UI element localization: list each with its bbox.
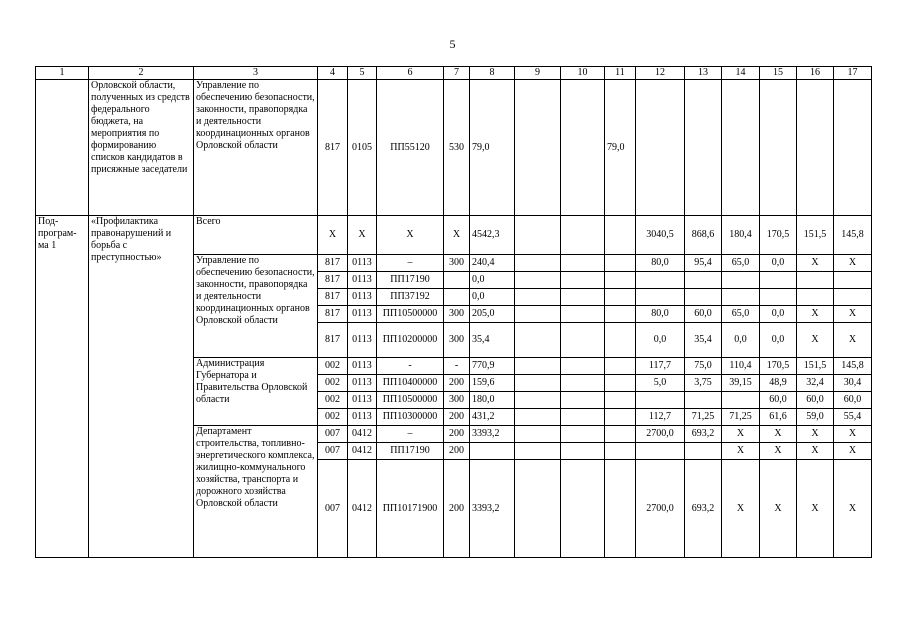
cell-col-10	[561, 443, 605, 460]
cell-col-5: 0113	[348, 272, 377, 289]
cell-col-16	[797, 289, 834, 306]
administrator-name: Управление по обеспечению безопасности, законности, правопорядка и деятельности координационных органов Орловской области	[194, 255, 318, 358]
cell-col-12: 2700,0	[636, 460, 685, 558]
cell-col-8: 180,0	[470, 392, 515, 409]
cell-col-15: 0,0	[760, 255, 797, 272]
column-header: 7	[444, 67, 470, 80]
cell-col-10	[561, 323, 605, 358]
cell-col-14: 39,15	[722, 375, 760, 392]
table-row	[36, 80, 872, 216]
cell-col-13: 693,2	[685, 426, 722, 443]
cell-col-10	[561, 272, 605, 289]
cell-col-8: 159,6	[470, 375, 515, 392]
cell-col-9	[515, 375, 561, 392]
column-header: 2	[89, 67, 194, 80]
cell-col-5: 0412	[348, 460, 377, 558]
cell-col-14: 65,0	[722, 306, 760, 323]
cell-col-11	[605, 358, 636, 375]
cell-col-8: 79,0	[470, 80, 515, 216]
cell-col-11	[605, 272, 636, 289]
cell-col-8: 3393,2	[470, 460, 515, 558]
cell-col-16: X	[797, 255, 834, 272]
cell-col-16: 151,5	[797, 358, 834, 375]
cell-col-4: 002	[318, 358, 348, 375]
cell-col-9	[515, 255, 561, 272]
cell-col-4: 002	[318, 392, 348, 409]
cell-col-15: X	[760, 443, 797, 460]
cell-col-6: ПП10200000	[377, 323, 444, 358]
cell-col-13	[685, 80, 722, 216]
cell-col-13	[685, 443, 722, 460]
cell-col-9	[515, 216, 561, 255]
cell-col-15: X	[760, 426, 797, 443]
cell-col-13: 3,75	[685, 375, 722, 392]
administrator-name: Администрация Губернатора и Правительства Орловской области	[194, 358, 318, 426]
cell-col-12: 3040,5	[636, 216, 685, 255]
cell-col-12: 2700,0	[636, 426, 685, 443]
cell-col-12: 117,7	[636, 358, 685, 375]
cell-col-17: X	[834, 306, 872, 323]
column-header: 11	[605, 67, 636, 80]
cell-col-17	[834, 80, 872, 216]
cell-col-4: 002	[318, 409, 348, 426]
cell-col-6: ПП10300000	[377, 409, 444, 426]
cell-col-15: X	[760, 460, 797, 558]
cell-col-12	[636, 443, 685, 460]
cell-col-15	[760, 289, 797, 306]
program-name: Орловской области, полученных из средств федерального бюджета, на мероприятия по формированию списков кандидатов в присяжные заседатели	[89, 80, 194, 216]
cell-col-5: 0113	[348, 306, 377, 323]
cell-col-13: 75,0	[685, 358, 722, 375]
cell-col-16: 60,0	[797, 392, 834, 409]
cell-col-4: 817	[318, 272, 348, 289]
cell-col-4: 007	[318, 426, 348, 443]
column-header: 1	[36, 67, 89, 80]
page-number: 5	[449, 37, 456, 51]
budget-table	[35, 66, 872, 558]
cell-col-7: 200	[444, 409, 470, 426]
column-header: 12	[636, 67, 685, 80]
cell-col-12	[636, 392, 685, 409]
cell-col-15: 0,0	[760, 306, 797, 323]
cell-col-5: 0113	[348, 392, 377, 409]
cell-col-17: 145,8	[834, 358, 872, 375]
column-header: 6	[377, 67, 444, 80]
column-header: 8	[470, 67, 515, 80]
cell-col-17: 55,4	[834, 409, 872, 426]
cell-col-6: ПП17190	[377, 443, 444, 460]
cell-col-16: 151,5	[797, 216, 834, 255]
cell-col-12	[636, 80, 685, 216]
cell-col-6: –	[377, 255, 444, 272]
cell-col-9	[515, 460, 561, 558]
cell-col-13	[685, 289, 722, 306]
cell-col-4: 817	[318, 323, 348, 358]
cell-col-11	[605, 289, 636, 306]
cell-col-5: X	[348, 216, 377, 255]
cell-col-12: 0,0	[636, 323, 685, 358]
cell-col-15: 170,5	[760, 358, 797, 375]
cell-col-14	[722, 392, 760, 409]
administrator-name: Управление по обеспечению безопасности, законности, правопорядка и деятельности координационных органов Орловской области	[194, 80, 318, 216]
cell-col-17	[834, 289, 872, 306]
cell-col-6: –	[377, 426, 444, 443]
cell-col-5: 0412	[348, 426, 377, 443]
cell-col-8: 431,2	[470, 409, 515, 426]
cell-col-9	[515, 409, 561, 426]
administrator-name: Департамент строительства, топливно-энергетического комплекса, жилищно-коммунального хозяйства, транспорта и дорожного хозяйства Орловской области	[194, 426, 318, 558]
cell-col-1	[36, 80, 89, 216]
cell-col-12: 80,0	[636, 306, 685, 323]
cell-col-6: ПП10171900	[377, 460, 444, 558]
cell-col-15: 170,5	[760, 216, 797, 255]
cell-col-6: ПП10500000	[377, 306, 444, 323]
cell-col-9	[515, 392, 561, 409]
cell-col-9	[515, 306, 561, 323]
cell-col-9	[515, 426, 561, 443]
cell-col-8: 35,4	[470, 323, 515, 358]
cell-col-4: 817	[318, 289, 348, 306]
cell-col-4: 007	[318, 460, 348, 558]
cell-col-6: ПП10500000	[377, 392, 444, 409]
column-header: 3	[194, 67, 318, 80]
cell-col-6: X	[377, 216, 444, 255]
cell-col-8: 4542,3	[470, 216, 515, 255]
cell-col-4: 817	[318, 306, 348, 323]
cell-col-17: X	[834, 443, 872, 460]
cell-col-7: -	[444, 358, 470, 375]
cell-col-13: 71,25	[685, 409, 722, 426]
column-header: 10	[561, 67, 605, 80]
cell-col-15: 60,0	[760, 392, 797, 409]
table-row	[36, 216, 872, 255]
cell-col-16: X	[797, 426, 834, 443]
cell-col-14: 0,0	[722, 323, 760, 358]
cell-col-7: 200	[444, 460, 470, 558]
column-header: 17	[834, 67, 872, 80]
cell-col-12	[636, 289, 685, 306]
cell-col-10	[561, 306, 605, 323]
cell-col-14	[722, 289, 760, 306]
cell-col-8: 770,9	[470, 358, 515, 375]
column-header: 15	[760, 67, 797, 80]
cell-col-10	[561, 409, 605, 426]
cell-col-4: X	[318, 216, 348, 255]
cell-col-12	[636, 272, 685, 289]
cell-col-17: X	[834, 255, 872, 272]
cell-col-17: X	[834, 426, 872, 443]
cell-col-13: 868,6	[685, 216, 722, 255]
cell-col-9	[515, 272, 561, 289]
cell-col-7: 530	[444, 80, 470, 216]
cell-col-13: 95,4	[685, 255, 722, 272]
subprogram-name: «Профилактика правонарушений и борьба с преступностью»	[89, 216, 194, 558]
cell-col-14: 71,25	[722, 409, 760, 426]
cell-col-10	[561, 255, 605, 272]
cell-col-15: 48,9	[760, 375, 797, 392]
cell-col-17: X	[834, 323, 872, 358]
cell-col-8	[470, 443, 515, 460]
cell-col-6: ПП55120	[377, 80, 444, 216]
cell-col-5: 0113	[348, 358, 377, 375]
cell-col-10	[561, 80, 605, 216]
cell-col-11	[605, 392, 636, 409]
cell-col-4: 002	[318, 375, 348, 392]
cell-col-7: 200	[444, 426, 470, 443]
cell-col-9	[515, 358, 561, 375]
cell-col-14: 110,4	[722, 358, 760, 375]
cell-col-10	[561, 375, 605, 392]
cell-col-7	[444, 289, 470, 306]
column-header: 16	[797, 67, 834, 80]
cell-col-11	[605, 306, 636, 323]
cell-col-14: X	[722, 443, 760, 460]
cell-col-9	[515, 323, 561, 358]
cell-col-16: X	[797, 460, 834, 558]
cell-col-14	[722, 80, 760, 216]
cell-col-6: ПП37192	[377, 289, 444, 306]
cell-col-9	[515, 443, 561, 460]
cell-col-8: 0,0	[470, 289, 515, 306]
cell-col-17	[834, 272, 872, 289]
subprogram-label: Под-програм-ма 1	[36, 216, 89, 558]
cell-col-7	[444, 272, 470, 289]
cell-col-17: 30,4	[834, 375, 872, 392]
cell-col-5: 0113	[348, 255, 377, 272]
cell-col-13: 693,2	[685, 460, 722, 558]
column-header: 5	[348, 67, 377, 80]
cell-col-16: X	[797, 443, 834, 460]
cell-col-7: 300	[444, 255, 470, 272]
cell-col-12: 80,0	[636, 255, 685, 272]
cell-col-8: 240,4	[470, 255, 515, 272]
cell-col-13	[685, 272, 722, 289]
column-header: 4	[318, 67, 348, 80]
cell-col-13	[685, 392, 722, 409]
cell-col-5: 0113	[348, 375, 377, 392]
cell-col-11	[605, 323, 636, 358]
cell-col-9	[515, 289, 561, 306]
cell-col-15: 61,6	[760, 409, 797, 426]
cell-col-5: 0113	[348, 409, 377, 426]
cell-col-15: 0,0	[760, 323, 797, 358]
cell-col-11	[605, 443, 636, 460]
cell-col-5: 0113	[348, 289, 377, 306]
total-label: Всего	[194, 216, 318, 255]
cell-col-7: X	[444, 216, 470, 255]
cell-col-4: 007	[318, 443, 348, 460]
cell-col-11	[605, 460, 636, 558]
cell-col-5: 0412	[348, 443, 377, 460]
header-row	[36, 67, 872, 80]
cell-col-7: 300	[444, 306, 470, 323]
cell-col-17: 145,8	[834, 216, 872, 255]
cell-col-12: 5,0	[636, 375, 685, 392]
cell-col-14: X	[722, 460, 760, 558]
cell-col-14: 180,4	[722, 216, 760, 255]
cell-col-6: -	[377, 358, 444, 375]
cell-col-7: 200	[444, 375, 470, 392]
cell-col-17: 60,0	[834, 392, 872, 409]
cell-col-15	[760, 272, 797, 289]
cell-col-10	[561, 460, 605, 558]
cell-col-4: 817	[318, 80, 348, 216]
cell-col-14: X	[722, 426, 760, 443]
cell-col-13: 35,4	[685, 323, 722, 358]
cell-col-16	[797, 272, 834, 289]
cell-col-8: 205,0	[470, 306, 515, 323]
cell-col-11: 79,0	[605, 80, 636, 216]
column-header: 9	[515, 67, 561, 80]
cell-col-14: 65,0	[722, 255, 760, 272]
cell-col-14	[722, 272, 760, 289]
cell-col-7: 300	[444, 323, 470, 358]
cell-col-8: 0,0	[470, 272, 515, 289]
cell-col-16: X	[797, 323, 834, 358]
cell-col-11	[605, 375, 636, 392]
cell-col-17: X	[834, 460, 872, 558]
cell-col-9	[515, 80, 561, 216]
cell-col-10	[561, 392, 605, 409]
cell-col-11	[605, 216, 636, 255]
cell-col-11	[605, 255, 636, 272]
cell-col-13: 60,0	[685, 306, 722, 323]
cell-col-11	[605, 426, 636, 443]
cell-col-16	[797, 80, 834, 216]
column-header: 13	[685, 67, 722, 80]
cell-col-8: 3393,2	[470, 426, 515, 443]
cell-col-16: 32,4	[797, 375, 834, 392]
cell-col-7: 300	[444, 392, 470, 409]
cell-col-6: ПП10400000	[377, 375, 444, 392]
cell-col-10	[561, 426, 605, 443]
cell-col-15	[760, 80, 797, 216]
cell-col-16: 59,0	[797, 409, 834, 426]
cell-col-5: 0105	[348, 80, 377, 216]
cell-col-7: 200	[444, 443, 470, 460]
cell-col-4: 817	[318, 255, 348, 272]
cell-col-12: 112,7	[636, 409, 685, 426]
cell-col-10	[561, 289, 605, 306]
cell-col-6: ПП17190	[377, 272, 444, 289]
cell-col-10	[561, 358, 605, 375]
cell-col-11	[605, 409, 636, 426]
cell-col-10	[561, 216, 605, 255]
cell-col-5: 0113	[348, 323, 377, 358]
column-header: 14	[722, 67, 760, 80]
cell-col-16: X	[797, 306, 834, 323]
